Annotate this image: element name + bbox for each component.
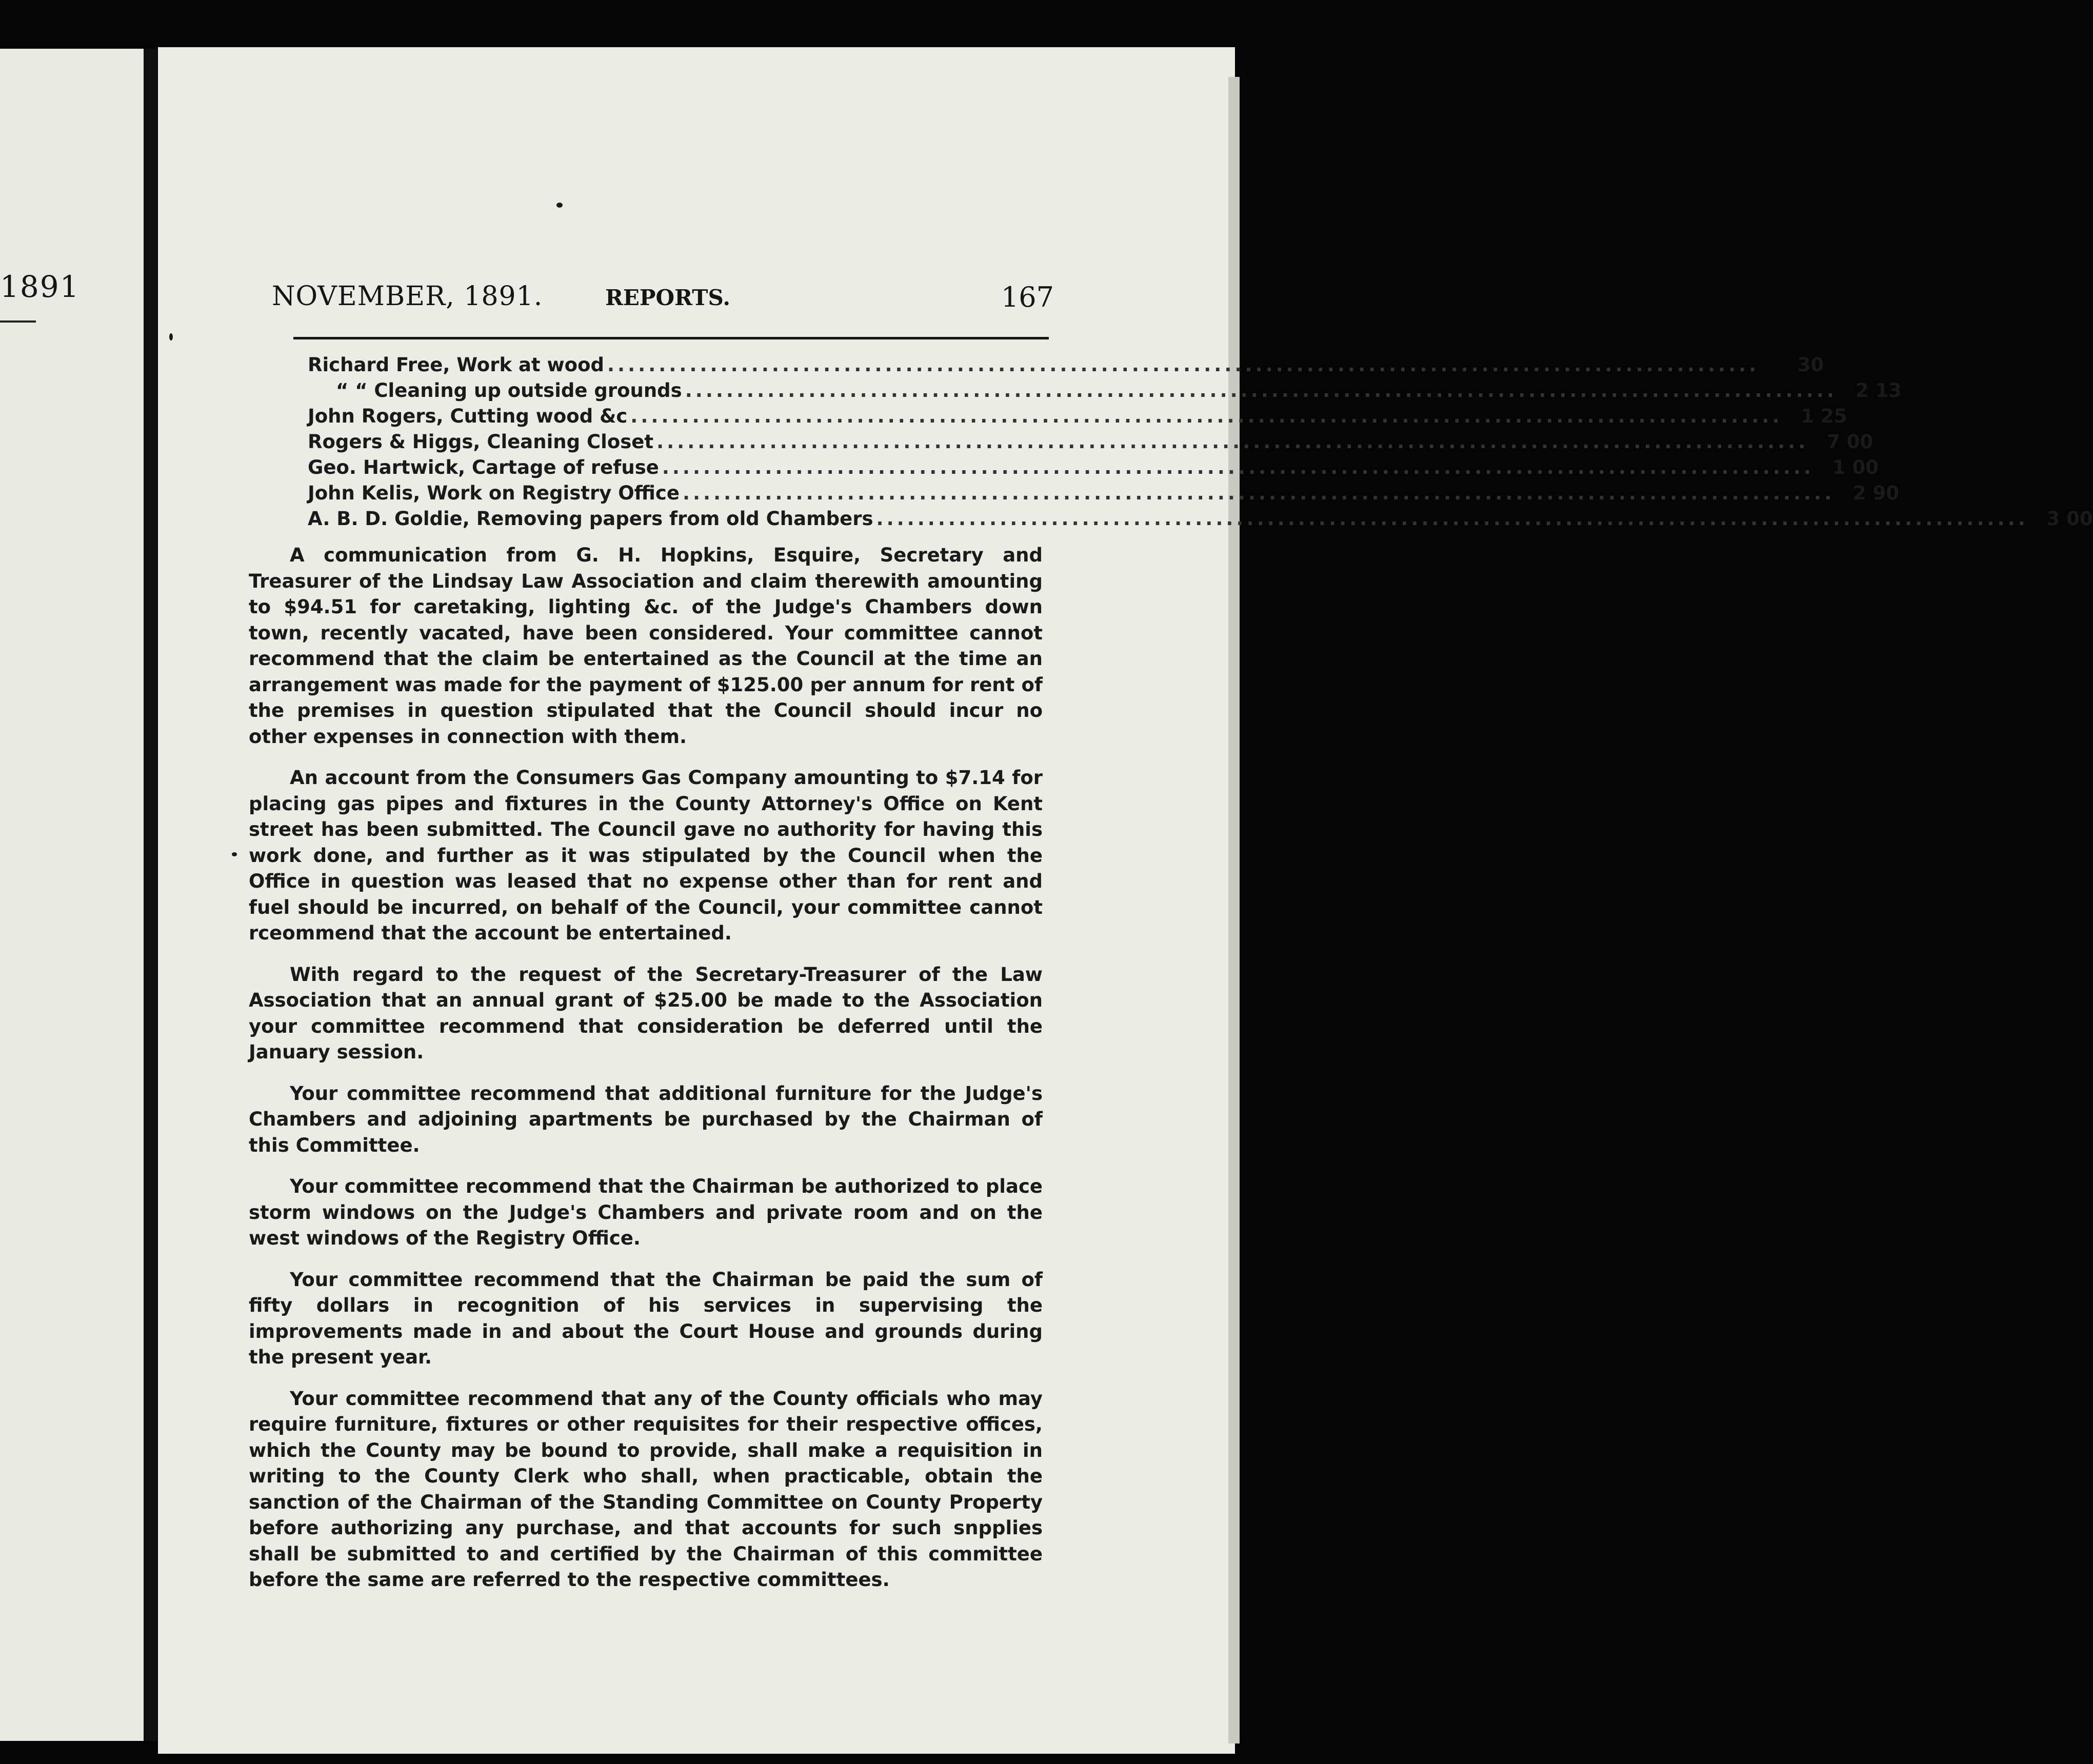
dot-leader: ................................................................................................................ [876, 508, 2028, 530]
account-description: John Kelis, Work on Registry Office [308, 482, 680, 504]
paragraph-annual-grant: With regard to the request of the Secretary-Treasurer of the Law Association that an annual grant of $25.00 be made to the Association your committee recommend that consideration be deferred until the January session. [249, 963, 1043, 1063]
dot-leader: ................................................................................................................ [607, 354, 1760, 376]
paragraph-furniture: Your committee recommend that additional furniture for the Judge's Chambers and adjoining apartments be purchased by the Chairman of this Committee. [249, 1082, 1043, 1156]
dot-leader: ................................................................................................................ [685, 379, 1837, 402]
paragraph-law-association-claim: A communication from G. H. Hopkins, Esquire, Secretary and Treasurer of the Lindsay Law Association and claim therewith amounting to $94.51 for caretaking, lighting &c. of the Judge's Chambers down town, recently vacated, have been considered. Your committee cannot recommend that the claim be entertained as the Council at the time an arrangement was made for the payment of $125.00 per annum for rent of the premises in question stipulated that the Council should incur no other expenses in connection with them. [249, 544, 1043, 748]
header-rule [293, 337, 1049, 339]
dot-leader: ................................................................................................................ [630, 405, 1783, 427]
page-edge-shadow [1228, 77, 1240, 1743]
paragraph-gas-company-account: An account from the Consumers Gas Company amounting to $7.14 for placing gas pipes and fixtures in the County Attorney's Office on Kent street has been submitted. The Council gave no authority for having this work done, and further as it was stipulated by the Council when the Office in question was leased that no expense other than for rent and fuel should be incurred, on behalf of the Council, your committee cannot rceommend that the account be entertained. [249, 767, 1043, 944]
account-description: Rogers & Higgs, Cleaning Closet [308, 431, 654, 453]
account-amount: 2 90 [1853, 482, 1900, 504]
account-amount: 2 13 [1855, 379, 1902, 402]
account-row [308, 456, 1879, 482]
paragraph-requisitions: Your committee recommend that any of the County officials who may require furniture, fixtures or other requisites for their respective offices, which the County may be bound to provide, shall make a requisition in writing to the County Clerk who shall, when practicable, obtain the sanction of the Chairman of the Standing Committee on County Property before authorizing any purchase, and that accounts for such snpplies shall be submitted to and certified by the Chairman of this committee before the same are referred to the respective committees. [249, 1387, 1043, 1591]
account-description: Geo. Hartwick, Cartage of refuse [308, 456, 659, 478]
dot-leader: ................................................................................................................ [656, 431, 1809, 453]
account-row [308, 354, 1824, 379]
account-description: John Rogers, Cutting wood &c [308, 405, 628, 427]
left-page-header-rule [0, 320, 36, 323]
ink-speck [232, 852, 237, 856]
account-amount: 1 00 [1832, 456, 1879, 478]
accounts-list [308, 354, 2093, 533]
account-row [308, 482, 1900, 508]
account-row [308, 431, 1873, 456]
page-number: 167 [1001, 281, 1054, 313]
left-page-running-head: 1891 [0, 269, 80, 304]
paragraph-chairman-payment: Your committee recommend that the Chairman be paid the sum of fifty dollars in recognition of his services in supervising the improvements made in and about the Court House and grounds during the present year. [249, 1268, 1043, 1368]
dot-leader: ................................................................................................................ [682, 482, 1835, 504]
account-row [308, 508, 2093, 533]
account-amount: 1 25 [1801, 405, 1847, 427]
paragraph-storm-windows: Your committee recommend that the Chairman be authorized to place storm windows on the Judge's Chambers and private room and on the west windows of the Registry Office. [249, 1175, 1043, 1249]
account-row [308, 405, 1847, 431]
account-description: “ “ Cleaning up outside grounds [336, 379, 682, 402]
ink-speck [556, 203, 563, 208]
account-row [308, 379, 1902, 405]
account-amount: 30 [1797, 354, 1824, 376]
account-amount: 3 00 [2046, 508, 2093, 530]
book-gutter [144, 49, 157, 1741]
account-description: Richard Free, Work at wood [308, 354, 604, 376]
header-date: NOVEMBER, 1891. [272, 281, 543, 312]
header-section-title: REPORTS. [605, 285, 730, 310]
running-header [272, 281, 1054, 322]
ink-speck [169, 333, 173, 340]
dot-leader: ................................................................................................................ [662, 456, 1815, 478]
report-body [249, 543, 1043, 1609]
account-description: A. B. D. Goldie, Removing papers from old Chambers [308, 508, 873, 530]
account-amount: 7 00 [1827, 431, 1873, 453]
